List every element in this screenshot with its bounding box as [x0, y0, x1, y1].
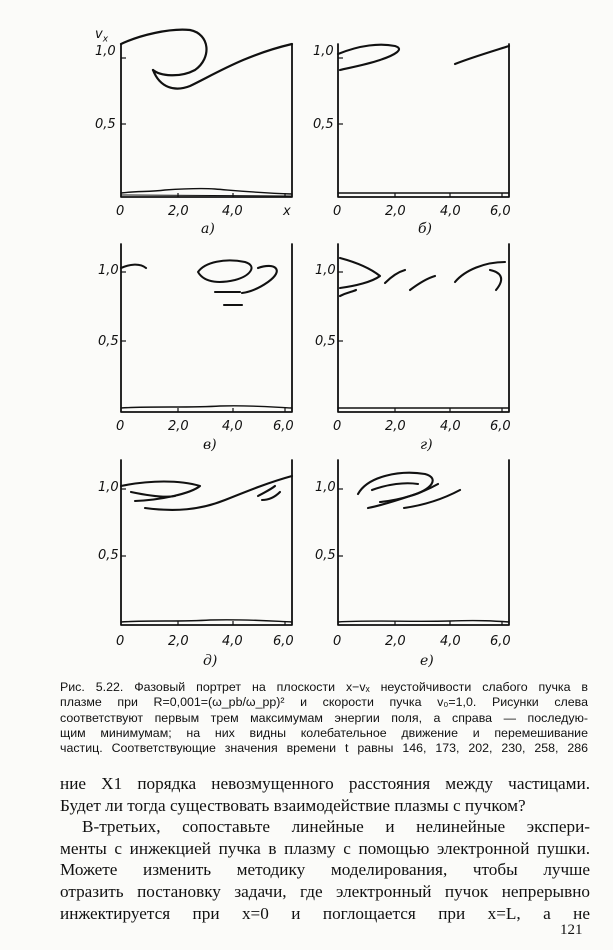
y-tick-05-v: 0,5 — [98, 334, 119, 349]
body-line: ние X1 порядка невозмущенного расстояния между частицами. — [60, 774, 590, 793]
y-tick-1-v: 1,0 — [98, 263, 119, 278]
y-tick-1-e: 1,0 — [315, 480, 336, 495]
body-line: менты с инжекцией пучка в плазму с помощью электронной пушки. — [60, 838, 590, 858]
caption-line: щим минимумам; на них видны колебательное движение и перемешивание — [60, 725, 588, 740]
caption-line: соответствуют первым трем максимумам энергии поля, а справа — последую- — [60, 710, 588, 725]
body-line: инжектируется при x=0 и поглощается при x=L, а не — [60, 903, 590, 923]
x-tick-0-a: 0 — [116, 204, 125, 219]
x-tick-2-a: 2,0 — [168, 204, 189, 219]
x-tick-4-v: 4,0 — [222, 419, 243, 434]
x-tick-6-v: 6,0 — [273, 419, 294, 434]
body-line: Будет ли тогда существовать взаимодействие плазмы с пучком? — [60, 795, 526, 815]
y-tick-1-a: 1,0 — [95, 44, 116, 59]
page-number: 121 — [560, 922, 583, 938]
x-tick-4-a: 4,0 — [222, 204, 243, 219]
y-tick-05-d: 0,5 — [98, 548, 119, 563]
x-tick-2-g: 2,0 — [385, 419, 406, 434]
caption-line: плазме при R=0,001=(ω_pb/ω_pp)² и скорости пучка v₀=1,0. Рисунки слева — [60, 695, 588, 710]
x-tick-2-v: 2,0 — [168, 419, 189, 434]
x-tick-6-e: 6,0 — [490, 634, 511, 649]
caption-line: Рис. 5.22. Фазовый портрет на плоскости x−vₓ неустойчивости слабого пучка в — [60, 680, 588, 694]
y-tick-05-g: 0,5 — [315, 334, 336, 349]
panel-caption-b: б) — [418, 221, 433, 237]
caption-line: частиц. Соответствующие значения времени t равны 146, 173, 202, 230, 258, 286 — [60, 741, 588, 756]
x-tick-0-v: 0 — [116, 419, 125, 434]
x-tick-4-b: 4,0 — [440, 204, 461, 219]
x-tick-6-b: 6,0 — [490, 204, 511, 219]
x-tick-2-b: 2,0 — [385, 204, 406, 219]
x-tick-4-g: 4,0 — [440, 419, 461, 434]
x-tick-6-d: 6,0 — [273, 634, 294, 649]
x-axis-label-a: x — [283, 204, 291, 219]
panel-caption-e: е) — [420, 653, 434, 669]
x-tick-0-g: 0 — [333, 419, 342, 434]
y-tick-1-g: 1,0 — [315, 263, 336, 278]
x-tick-0-d: 0 — [116, 634, 125, 649]
x-tick-4-d: 4,0 — [222, 634, 243, 649]
panel-caption-v: в) — [203, 437, 217, 453]
y-tick-05-e: 0,5 — [315, 548, 336, 563]
body-line: В-третьих, сопоставьте линейные и нелинейные экспери- — [82, 817, 590, 837]
x-tick-4-e: 4,0 — [440, 634, 461, 649]
body-line: Можете изменить методику моделирования, чтобы лучше — [60, 860, 590, 880]
panel-caption-g: г) — [420, 437, 433, 453]
y-tick-1-b: 1,0 — [313, 44, 334, 59]
y-tick-05-b: 0,5 — [313, 117, 334, 132]
y-axis-label-a: $v_x$ — [95, 27, 109, 45]
body-line: отразить постановку задачи, где электронный пучок непрерывно — [60, 881, 590, 901]
x-tick-6-g: 6,0 — [490, 419, 511, 434]
y-tick-1-d: 1,0 — [98, 480, 119, 495]
panel-caption-d: д) — [203, 653, 218, 669]
x-tick-2-e: 2,0 — [385, 634, 406, 649]
body-text — [60, 773, 590, 924]
x-tick-0-b: 0 — [333, 204, 342, 219]
figure-caption — [60, 680, 588, 756]
panel-caption-a: а) — [201, 221, 215, 237]
x-tick-2-d: 2,0 — [168, 634, 189, 649]
y-tick-05-a: 0,5 — [95, 117, 116, 132]
x-tick-0-e: 0 — [333, 634, 342, 649]
